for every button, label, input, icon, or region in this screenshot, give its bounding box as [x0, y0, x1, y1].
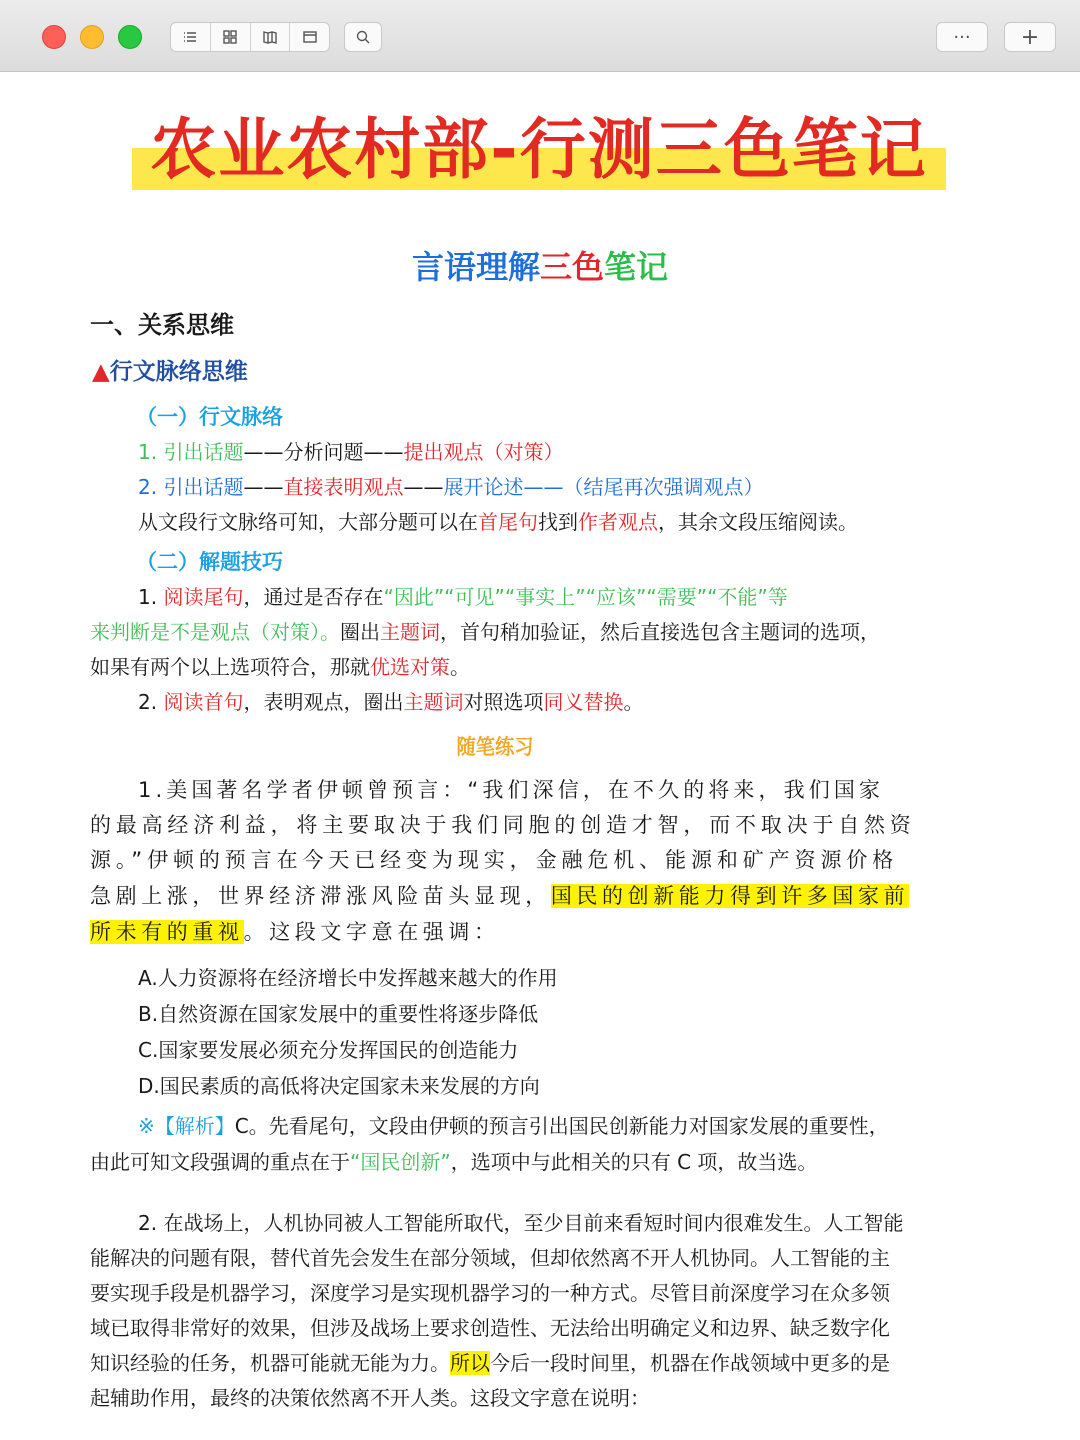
- plus-icon: +: [1020, 24, 1040, 50]
- list-view-button[interactable]: [171, 23, 211, 51]
- highlighted-text: 所未有的重视: [90, 920, 244, 944]
- text-span: “国民创新”: [350, 1150, 451, 1174]
- ellipsis-icon: ···: [953, 26, 971, 48]
- view-mode-segmented-control: [170, 22, 330, 52]
- text-span: ，选项中与此相关的只有 C 项，故当选。: [450, 1150, 818, 1174]
- text-span: 。: [450, 655, 470, 679]
- text-span: C。先看尾句，文段由伊顿的预言引出国民创新能力对国家发展的重要性，: [234, 1114, 889, 1138]
- q2-line1: 2. 在战场上，人机协同被人工智能所取代，至少目前来看短时间内很难发生。人工智能: [138, 1211, 904, 1235]
- text-span: 2. 引出话题: [138, 475, 244, 499]
- text-span: 主题词: [403, 690, 464, 714]
- part2-p1-line3: [90, 650, 470, 684]
- more-button[interactable]: [936, 22, 988, 52]
- text-span: 优选对策: [370, 655, 450, 679]
- window-toolbar: [0, 0, 1080, 72]
- close-window-button[interactable]: [42, 25, 66, 49]
- text-span: 。这段文字意在强调：: [243, 920, 500, 944]
- part1-line1: [138, 435, 563, 469]
- text-span: 圈出: [340, 620, 380, 644]
- text-span: ，表明观点，圈出: [243, 690, 404, 714]
- text-span: 阅读尾句: [163, 585, 244, 609]
- text-span: 主题词: [380, 620, 440, 644]
- q1-line5: [90, 915, 500, 949]
- highlighted-text: 所以: [450, 1351, 490, 1375]
- text-span: 从文段行文脉络可知，大部分题可以在: [138, 510, 478, 534]
- part2-p1-line1: [138, 580, 788, 614]
- text-span: 首尾句: [478, 510, 538, 534]
- q1-option-c: C.国家要发展必须充分发挥国民的创造能力: [138, 1038, 519, 1062]
- text-span: 对照选项: [463, 690, 544, 714]
- highlighted-text: 国民的创新能力得到许多国家前: [550, 884, 910, 908]
- text-span: ——（结尾再次强调观点）: [523, 475, 764, 499]
- text-span: 。: [623, 690, 644, 714]
- page-title: 农业农村部-行测三色笔记: [150, 111, 928, 188]
- q1-option-d: D.国民素质的高低将决定国家未来发展的方向: [138, 1074, 540, 1098]
- q2-line4: 域已取得非常好的效果，但涉及战场上要求创造性、无法给出明确定义和边界、缺乏数字化: [90, 1316, 890, 1340]
- text-span: 阅读首句: [163, 690, 244, 714]
- q1-analysis-line2: [90, 1145, 817, 1179]
- text-span: 1. 引出话题: [138, 440, 244, 464]
- text-span: 来判断是不是观点（对策）。: [90, 620, 340, 644]
- practice-heading: 随笔练习: [456, 735, 534, 759]
- text-span: 提出观点（对策）: [403, 440, 564, 464]
- window-view-button[interactable]: [290, 23, 329, 51]
- text-span: ——分析问题——: [243, 440, 404, 464]
- text-span: 急剧上涨，世界经济滞涨风险苗头显现，: [90, 884, 551, 908]
- text-span: 由此可知文段强调的重点在于: [90, 1150, 350, 1174]
- book-icon: [262, 29, 278, 45]
- triangle-marker-icon: ▲: [92, 359, 110, 385]
- q1-option-b: B.自然资源在国家发展中的重要性将逐步降低: [138, 1002, 539, 1026]
- sub-heading-text: 行文脉络思维: [109, 359, 248, 385]
- text-span: 找到: [538, 510, 578, 534]
- text-span: “因此”“可见”“事实上”“应该”“需要”“不能”等: [383, 585, 788, 609]
- text-span: 展开论述: [443, 475, 524, 499]
- q2-line2: 能解决的问题有限，替代首先会发生在部分领域，但却依然离不开人机协同。人工智能的主: [90, 1246, 890, 1270]
- text-span: ——: [403, 475, 444, 499]
- sub-heading: [92, 354, 248, 390]
- search-icon: [355, 29, 371, 45]
- text-span: 今后一段时间里，机器在作战领域中更多的是: [490, 1351, 890, 1375]
- q2-line5: [90, 1346, 890, 1380]
- q2-line3: 要实现手段是机器学习，深度学习是实现机器学习的一种方式。尽管目前深度学习在众多领: [90, 1281, 890, 1305]
- text-span: 作者观点: [578, 510, 658, 534]
- book-view-button[interactable]: [251, 23, 291, 51]
- grid-view-button[interactable]: [211, 23, 251, 51]
- q1-option-a: A.人力资源将在经济增长中发挥越来越大的作用: [138, 966, 558, 990]
- part2-p2: [138, 685, 643, 719]
- text-span: ，首句稍加验证，然后直接选包含主题词的选项，: [440, 620, 880, 644]
- add-button[interactable]: [1004, 22, 1056, 52]
- text-span: ——: [243, 475, 284, 499]
- part2-heading: （二）解题技巧: [136, 550, 283, 574]
- part1-line2: [138, 470, 763, 504]
- list-icon: [182, 29, 198, 45]
- part1-line3: [138, 505, 858, 539]
- text-span: 2.: [138, 690, 164, 714]
- text-span: 直接表明观点: [283, 475, 404, 499]
- title-banner: [132, 108, 946, 192]
- subtitle-part1: 言语理解: [411, 248, 540, 286]
- text-span: ，其余文段压缩阅读。: [658, 510, 858, 534]
- section-heading: 一、关系思维: [90, 311, 234, 339]
- subtitle-part2: 三色: [539, 248, 604, 286]
- grid-icon: [222, 29, 238, 45]
- zoom-window-button[interactable]: [118, 25, 142, 49]
- part2-p1-line2: [90, 615, 880, 649]
- q1-line2: 的最高经济利益，将主要取决于我们同胞的创造才智，而不取决于自然资: [90, 813, 916, 837]
- q1-analysis-line1: [138, 1109, 889, 1143]
- search-button[interactable]: [344, 22, 382, 52]
- part1-heading: （一）行文脉络: [136, 405, 283, 429]
- q1-line4: [90, 879, 909, 913]
- text-span: 如果有两个以上选项符合，那就: [90, 655, 370, 679]
- text-span: ，通过是否存在: [243, 585, 384, 609]
- subtitle-part3: 笔记: [604, 248, 669, 286]
- q1-line3: 源。”伊顿的预言在今天已经变为现实，金融危机、能源和矿产资源价格: [90, 848, 899, 872]
- window-icon: [302, 29, 318, 45]
- subtitle: [0, 244, 1080, 290]
- text-span: ※【解析】: [138, 1114, 235, 1138]
- q1-line1: 1.美国著名学者伊顿曾预言：“我们深信，在不久的将来，我们国家: [138, 778, 885, 802]
- minimize-window-button[interactable]: [80, 25, 104, 49]
- text-span: 1.: [138, 585, 164, 609]
- q2-line6: 起辅助作用，最终的决策依然离不开人类。这段文字意在说明：: [90, 1386, 650, 1410]
- text-span: 同义替换: [543, 690, 624, 714]
- text-span: 知识经验的任务，机器可能就无能为力。: [90, 1351, 450, 1375]
